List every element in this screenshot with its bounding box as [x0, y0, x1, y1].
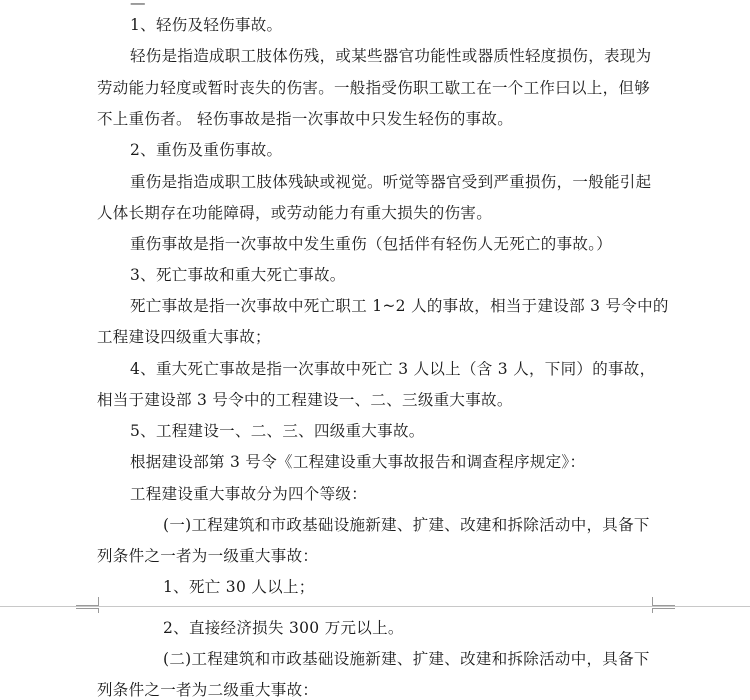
text-line: 1、轻伤及轻伤事故。	[130, 16, 283, 34]
margin-corner-mark	[652, 597, 675, 606]
text-line: 4、重大死亡事故是指一次事故中死亡 3 人以上（含 3 人，下同）的事故，	[130, 360, 656, 378]
text-line: 工程建设重大事故分为四个等级：	[130, 485, 368, 503]
margin-corner-mark	[76, 608, 99, 613]
text-line: 死亡事故是指一次事故中死亡职工 1~2 人的事故，相当于建设部 3 号令中的	[130, 297, 669, 315]
margin-corner-mark	[76, 597, 99, 606]
text-line: 根据建设部第 3 号令《工程建设重大事故报告和调查程序规定》：	[130, 453, 586, 471]
text-line: 重伤事故是指一次事故中发生重伤（包括伴有轻伤人无死亡的事故。）	[130, 235, 613, 253]
text-line: 人体长期存在功能障碍，或劳动能力有重大损失的伤害。	[97, 204, 493, 222]
text-line: 不上重伤者。 轻伤事故是指一次事故中只发生轻伤的事故。	[97, 110, 514, 128]
margin-corner-mark	[652, 608, 675, 613]
text-line: 重伤是指造成职工肢体残缺或视觉。听觉等器官受到严重损伤，一般能引起	[130, 173, 652, 191]
text-line: 列条件之一者为二级重大事故：	[97, 681, 319, 699]
text-line: 工程建设四级重大事故；	[97, 328, 271, 346]
text-line: 相当于建设部 3 号令中的工程建设一、二、三级重大事故。	[97, 391, 513, 409]
text-line: (二)工程建筑和市政基础设施新建、扩建、改建和拆除活动中，具备下	[163, 650, 650, 668]
text-line: 3、死亡事故和重大死亡事故。	[130, 266, 346, 284]
text-line: 轻伤是指造成职工肢体伤残，或某些器官功能性或器质性轻度损伤，表现为	[130, 47, 652, 65]
text-line: 劳动能力轻度或暂时丧失的伤害。一般指受伤职工歇工在一个工作曰以上，但够	[97, 79, 651, 97]
text-line: 2、直接经济损失 300 万元以上。	[163, 619, 404, 637]
text-line: 5、工程建设一、二、三、四级重大事故。	[130, 422, 425, 440]
text-line: 1、死亡 30 人以上；	[163, 578, 315, 596]
document-page-2	[0, 607, 750, 699]
text-line: (一)工程建筑和市政基础设施新建、扩建、改建和拆除活动中，具备下	[163, 516, 650, 534]
partial-line-top: —	[130, 0, 146, 12]
text-line: 2、重伤及重伤事故。	[130, 141, 283, 159]
text-line: 列条件之一者为一级重大事故：	[97, 547, 319, 565]
